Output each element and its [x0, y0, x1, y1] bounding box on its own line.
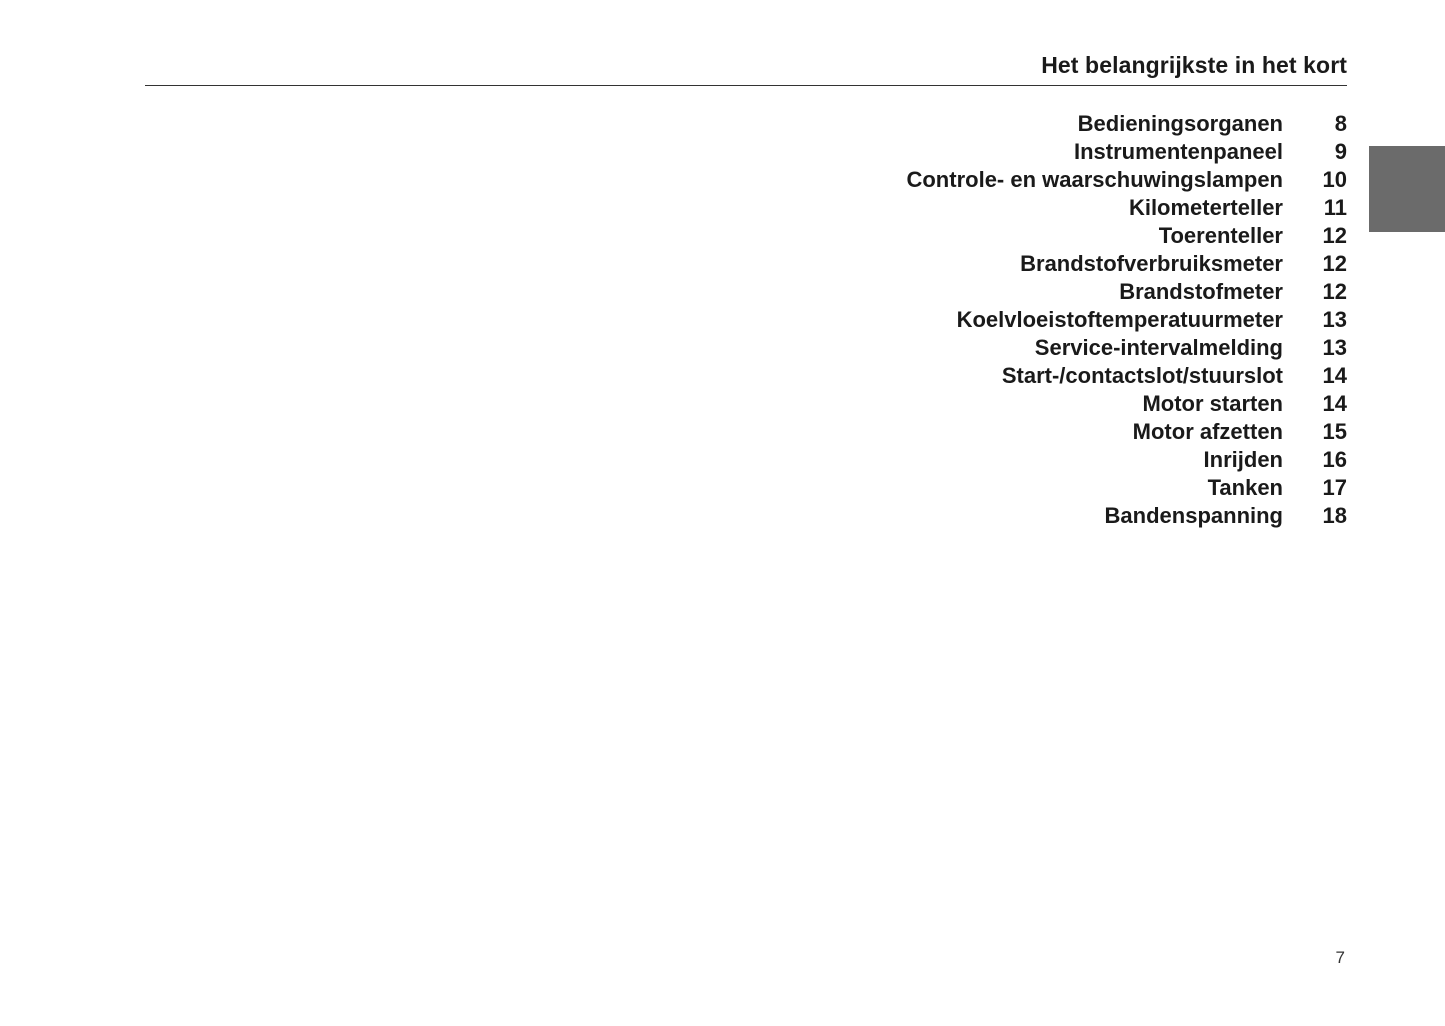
toc-entry-page: 13 [1322, 307, 1347, 332]
toc-entry-title: Brandstofmeter [1119, 279, 1283, 304]
toc-entry-brandstofverbruiksmeter[interactable] [906, 250, 1347, 278]
toc-entry-bandenspanning[interactable] [906, 502, 1347, 530]
toc-entry-page: 9 [1334, 139, 1347, 164]
toc-entry-title: Bandenspanning [1104, 503, 1283, 528]
toc-entry-brandstofmeter[interactable] [906, 278, 1347, 306]
toc-entry-motor-afzetten[interactable] [906, 418, 1347, 446]
toc-entry-service-intervalmelding[interactable] [906, 334, 1347, 362]
toc-entry-title: Start-/contactslot/stuurslot [1001, 363, 1283, 388]
toc-entry-title: Tanken [1207, 475, 1283, 500]
section-title: Het belangrijkste in het kort [1041, 52, 1347, 78]
toc-entry-page: 10 [1322, 167, 1347, 192]
toc-entry-title: Kilometerteller [1128, 195, 1283, 220]
toc-entry-bedieningsorganen[interactable] [906, 110, 1347, 138]
toc-entry-title: Koelvloeistoftemperatuurmeter [956, 307, 1283, 332]
toc-entry-title: Inrijden [1203, 447, 1283, 472]
toc-entry-kilometerteller[interactable] [906, 194, 1347, 222]
page-number: 7 [1335, 948, 1345, 967]
toc-entry-page: 18 [1322, 503, 1347, 528]
section-thumb-tab [1369, 146, 1445, 232]
toc-entry-title: Brandstofverbruiksmeter [1020, 251, 1283, 276]
toc-entry-page: 16 [1322, 447, 1347, 472]
toc-entry-controle-waarschuwingslampen[interactable] [906, 166, 1347, 194]
toc-entry-toerenteller[interactable] [906, 222, 1347, 250]
toc-entry-page: 12 [1322, 251, 1347, 276]
toc-entry-page: 12 [1322, 279, 1347, 304]
toc-entry-title: Motor starten [1142, 391, 1283, 416]
toc-entry-page: 12 [1322, 223, 1347, 248]
toc-entry-start-contactslot-stuurslot[interactable] [906, 362, 1347, 390]
toc-entry-page: 8 [1334, 111, 1347, 136]
toc-entry-title: Instrumentenpaneel [1073, 139, 1283, 164]
toc-entry-title: Controle- en waarschuwingslampen [906, 167, 1283, 192]
toc-entry-page: 13 [1322, 335, 1347, 360]
toc-entry-title: Motor afzetten [1132, 419, 1283, 444]
toc-entry-page: 14 [1322, 391, 1347, 416]
toc-entry-page: 17 [1322, 475, 1347, 500]
toc-entry-instrumentenpaneel[interactable] [906, 138, 1347, 166]
header-divider [145, 85, 1347, 86]
toc-entry-page: 11 [1323, 195, 1347, 220]
toc-entry-page: 14 [1322, 363, 1347, 388]
toc-entry-motor-starten[interactable] [906, 390, 1347, 418]
toc-entry-inrijden[interactable] [906, 446, 1347, 474]
table-of-contents [906, 110, 1347, 530]
toc-entry-title: Bedieningsorganen [1077, 111, 1283, 136]
toc-entry-page: 15 [1322, 419, 1347, 444]
toc-entry-title: Service-intervalmelding [1034, 335, 1283, 360]
toc-entry-koelvloeistoftemperatuurmeter[interactable] [906, 306, 1347, 334]
toc-entry-title: Toerenteller [1158, 223, 1283, 248]
toc-entry-tanken[interactable] [906, 474, 1347, 502]
